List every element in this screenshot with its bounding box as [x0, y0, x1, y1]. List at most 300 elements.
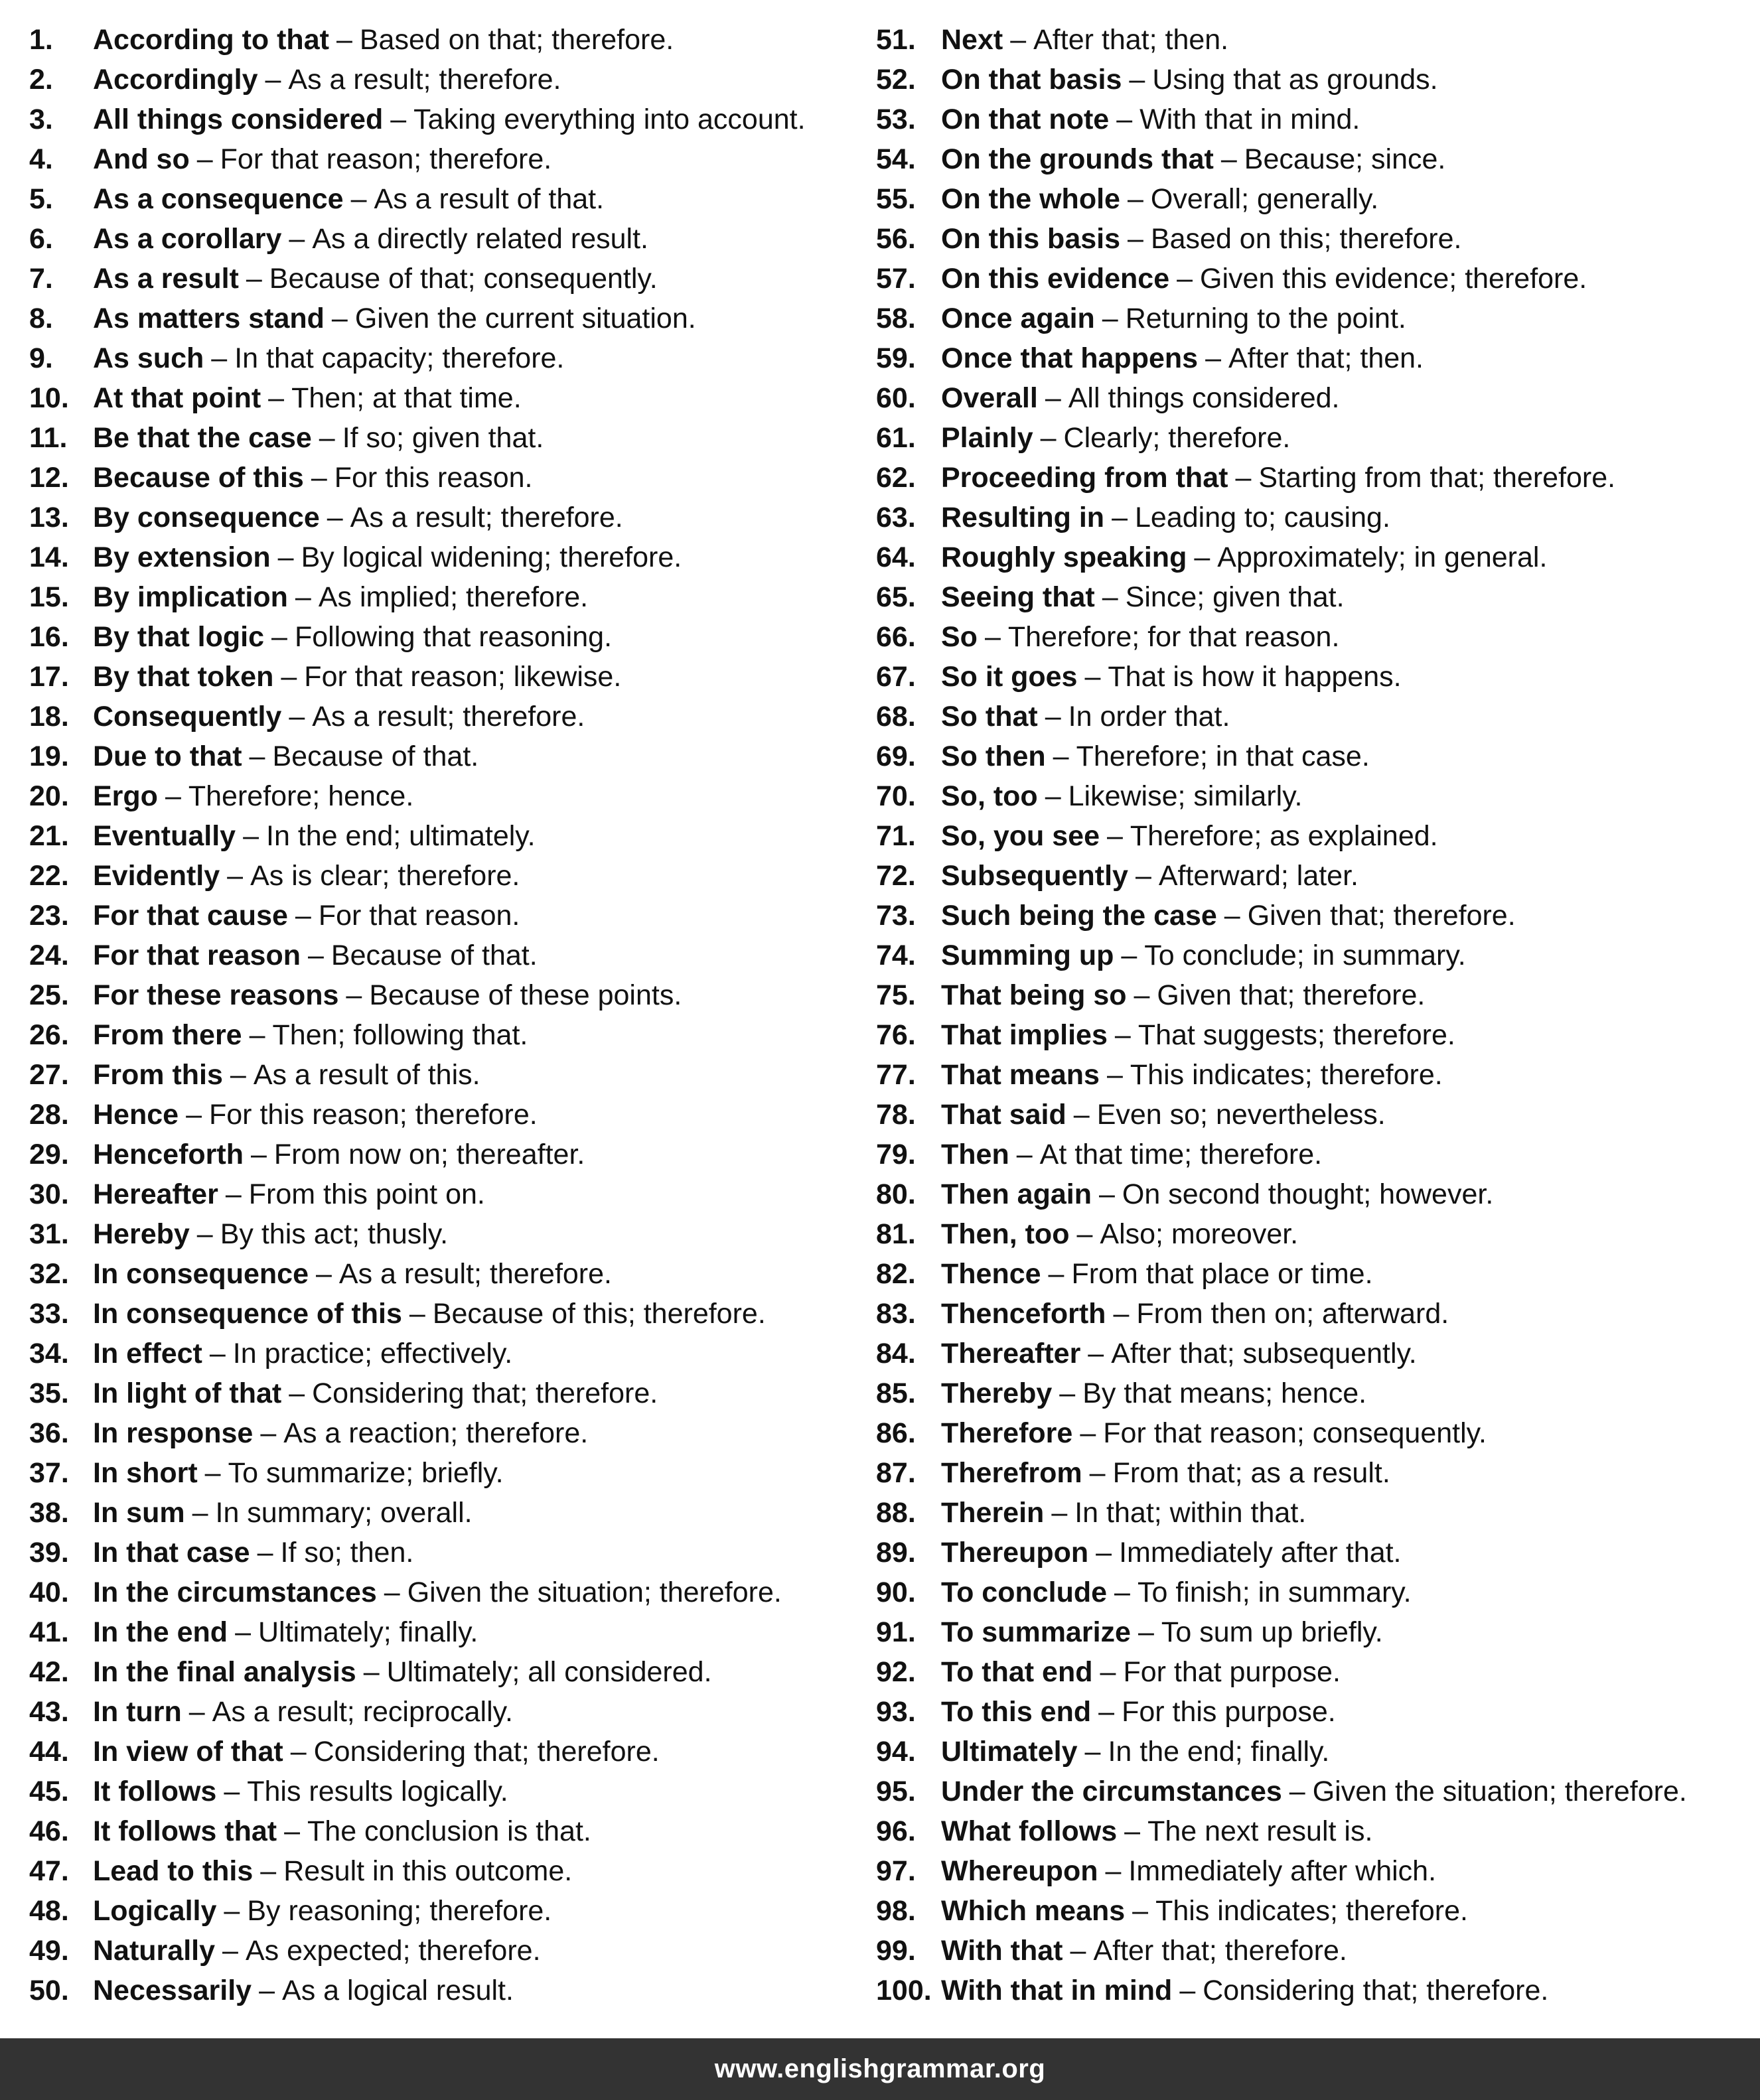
list-item — [876, 1015, 1752, 1055]
item-term: From there — [93, 1019, 242, 1051]
item-number: 83. — [876, 1298, 916, 1330]
item-definition: In the end; ultimately. — [266, 820, 536, 852]
list-item — [876, 1851, 1752, 1891]
item-separator: – — [249, 740, 265, 772]
item-definition: To finish; in summary. — [1137, 1576, 1412, 1608]
list-item — [29, 458, 859, 498]
item-separator: – — [289, 223, 305, 255]
item-term: For these reasons — [93, 979, 339, 1011]
item-term: Necessarily — [93, 1975, 252, 2006]
item-separator: – — [1113, 1298, 1130, 1330]
list-item — [876, 1732, 1752, 1772]
item-definition: Following that reasoning. — [294, 621, 613, 653]
list-item — [29, 1732, 859, 1772]
item-separator: – — [250, 1139, 267, 1170]
word-list-column-right — [876, 20, 1752, 2010]
list-item — [876, 1573, 1752, 1612]
item-definition: As a result of that. — [374, 183, 605, 215]
item-definition: Therefore; hence. — [188, 780, 414, 812]
item-definition: That is how it happens. — [1108, 661, 1402, 693]
item-term: Which means — [941, 1895, 1126, 1927]
list-item — [29, 1891, 859, 1931]
list-item — [29, 1055, 859, 1095]
item-definition: In order that. — [1068, 701, 1230, 733]
item-term: Hence — [93, 1099, 179, 1131]
item-term: In that case — [93, 1537, 250, 1569]
item-number: 52. — [876, 64, 916, 96]
list-item — [29, 975, 859, 1015]
list-item — [876, 1652, 1752, 1692]
item-definition: Result in this outcome. — [283, 1855, 573, 1887]
item-separator: – — [209, 1338, 226, 1369]
item-separator: – — [271, 621, 287, 653]
item-definition: From then on; afterward. — [1136, 1298, 1449, 1330]
item-separator: – — [295, 581, 311, 613]
item-definition: In summary; overall. — [215, 1497, 473, 1529]
item-separator: – — [1010, 24, 1027, 56]
item-term: Whereupon — [941, 1855, 1098, 1887]
item-number: 48. — [29, 1895, 69, 1927]
list-item — [876, 259, 1752, 299]
item-number: 81. — [876, 1218, 916, 1250]
item-term: Due to that — [93, 740, 242, 772]
list-item — [29, 617, 859, 657]
list-item — [29, 259, 859, 299]
list-item — [29, 1373, 859, 1413]
item-separator: – — [1098, 1178, 1115, 1210]
item-definition: On second thought; however. — [1122, 1178, 1494, 1210]
item-separator: – — [315, 1258, 332, 1290]
list-item — [29, 1493, 859, 1533]
list-item — [876, 1811, 1752, 1851]
item-term: In the final analysis — [93, 1656, 356, 1688]
item-definition: After that; subsequently. — [1111, 1338, 1417, 1369]
item-separator: – — [268, 382, 285, 414]
list-item — [876, 736, 1752, 776]
list-item — [29, 139, 859, 179]
item-number: 32. — [29, 1258, 69, 1290]
item-definition: From this point on. — [248, 1178, 485, 1210]
list-item — [876, 1453, 1752, 1493]
item-term: Evidently — [93, 860, 220, 892]
item-separator: – — [165, 780, 181, 812]
item-number: 94. — [876, 1736, 916, 1768]
item-number: 27. — [29, 1059, 69, 1091]
item-number: 100. — [876, 1975, 932, 2006]
list-item — [29, 179, 859, 219]
item-term: On this basis — [941, 223, 1121, 255]
item-separator: – — [1059, 1377, 1076, 1409]
item-definition: Overall; generally. — [1150, 183, 1379, 215]
item-definition: After that; therefore. — [1093, 1935, 1347, 1967]
item-definition: Returning to the point. — [1125, 303, 1406, 334]
item-definition: This results logically. — [247, 1776, 508, 1807]
list-item — [876, 299, 1752, 338]
item-term: By that logic — [93, 621, 265, 653]
list-item — [29, 697, 859, 736]
list-item — [29, 1254, 859, 1294]
item-term: Thence — [941, 1258, 1041, 1290]
list-item — [29, 20, 859, 60]
item-definition: As a result; reciprocally. — [212, 1696, 513, 1728]
list-item — [876, 936, 1752, 975]
list-item — [29, 1453, 859, 1493]
list-item — [876, 577, 1752, 617]
list-item — [29, 418, 859, 458]
item-term: At that point — [93, 382, 261, 414]
list-item — [29, 1772, 859, 1811]
item-number: 80. — [876, 1178, 916, 1210]
item-separator: – — [277, 541, 294, 573]
item-term: Under the circumstances — [941, 1776, 1282, 1807]
list-item — [876, 1971, 1752, 2010]
item-term: Plainly — [941, 422, 1033, 454]
item-separator: – — [1089, 1457, 1106, 1489]
item-number: 34. — [29, 1338, 69, 1369]
item-separator: – — [1073, 1099, 1090, 1131]
item-number: 3. — [29, 104, 53, 135]
list-item — [29, 1652, 859, 1692]
item-definition: Because of that. — [272, 740, 479, 772]
item-term: On that note — [941, 104, 1110, 135]
item-separator: – — [1053, 740, 1069, 772]
item-separator: – — [1045, 780, 1061, 812]
item-term: Lead to this — [93, 1855, 254, 1887]
item-term: Therefrom — [941, 1457, 1082, 1489]
item-definition: As implied; therefore. — [318, 581, 589, 613]
item-definition: Given the situation; therefore. — [407, 1576, 782, 1608]
item-number: 89. — [876, 1537, 916, 1569]
item-definition: If so; given that. — [342, 422, 544, 454]
item-term: All things considered — [93, 104, 384, 135]
item-separator: – — [308, 940, 324, 971]
item-definition: After that; then. — [1033, 24, 1229, 56]
item-separator: – — [1114, 1576, 1130, 1608]
item-definition: As is clear; therefore. — [250, 860, 520, 892]
item-definition: By reasoning; therefore. — [247, 1895, 552, 1927]
item-number: 20. — [29, 780, 69, 812]
item-separator: – — [225, 1178, 242, 1210]
item-separator: – — [186, 1099, 202, 1131]
item-term: To conclude — [941, 1576, 1108, 1608]
item-definition: In that capacity; therefore. — [234, 342, 565, 374]
item-term: So then — [941, 740, 1046, 772]
item-separator: – — [319, 422, 335, 454]
item-separator: – — [1124, 1815, 1141, 1847]
item-definition: For that purpose. — [1123, 1656, 1341, 1688]
item-number: 86. — [876, 1417, 916, 1449]
item-separator: – — [289, 701, 305, 733]
item-definition: As a logical result. — [282, 1975, 514, 2006]
list-item — [29, 936, 859, 975]
list-item — [876, 1493, 1752, 1533]
item-number: 41. — [29, 1616, 69, 1648]
list-item — [876, 776, 1752, 816]
item-term: Thenceforth — [941, 1298, 1106, 1330]
item-number: 47. — [29, 1855, 69, 1887]
item-number: 79. — [876, 1139, 916, 1170]
item-separator: – — [290, 1736, 307, 1768]
item-separator: – — [1088, 1338, 1104, 1369]
item-definition: As a result; therefore. — [312, 701, 585, 733]
item-definition: Therefore; as explained. — [1130, 820, 1438, 852]
list-item — [876, 1413, 1752, 1453]
item-number: 65. — [876, 581, 916, 613]
item-separator: – — [1220, 143, 1237, 175]
item-term: That implies — [941, 1019, 1108, 1051]
item-definition: All things considered. — [1068, 382, 1340, 414]
item-definition: In practice; effectively. — [232, 1338, 513, 1369]
list-item — [29, 1811, 859, 1851]
item-number: 19. — [29, 740, 69, 772]
item-separator: – — [257, 1537, 273, 1569]
list-item — [29, 299, 859, 338]
item-definition: Therefore; for that reason. — [1007, 621, 1340, 653]
item-definition: As a directly related result. — [312, 223, 649, 255]
list-item — [876, 1373, 1752, 1413]
item-term: Accordingly — [93, 64, 258, 96]
item-term: As matters stand — [93, 303, 325, 334]
item-definition: Ultimately; finally. — [257, 1616, 478, 1648]
item-definition: As a result; therefore. — [338, 1258, 612, 1290]
item-separator: – — [265, 64, 281, 96]
item-separator: – — [1132, 1895, 1149, 1927]
list-item — [876, 697, 1752, 736]
item-definition: In that; within that. — [1074, 1497, 1307, 1529]
item-term: That being so — [941, 979, 1127, 1011]
item-term: For that cause — [93, 900, 288, 932]
list-item — [876, 418, 1752, 458]
item-term: On that basis — [941, 64, 1122, 96]
list-item — [29, 498, 859, 537]
item-definition: For that reason; likewise. — [304, 661, 622, 693]
item-separator: – — [295, 900, 311, 932]
item-separator: – — [1129, 64, 1145, 96]
list-item — [29, 60, 859, 100]
item-number: 31. — [29, 1218, 69, 1250]
item-term: To this end — [941, 1696, 1092, 1728]
item-definition: After that; then. — [1228, 342, 1424, 374]
item-number: 91. — [876, 1616, 916, 1648]
item-separator: – — [1070, 1935, 1086, 1967]
item-separator: – — [1127, 183, 1143, 215]
item-number: 36. — [29, 1417, 69, 1449]
item-number: 38. — [29, 1497, 69, 1529]
item-definition: From now on; thereafter. — [273, 1139, 585, 1170]
item-number: 90. — [876, 1576, 916, 1608]
item-separator: – — [350, 183, 367, 215]
item-term: Subsequently — [941, 860, 1128, 892]
item-separator: – — [336, 24, 352, 56]
list-item — [876, 100, 1752, 139]
item-number: 97. — [876, 1855, 916, 1887]
item-number: 13. — [29, 502, 69, 533]
item-term: On the whole — [941, 183, 1120, 215]
item-term: On this evidence — [941, 263, 1170, 295]
item-number: 99. — [876, 1935, 916, 1967]
item-number: 92. — [876, 1656, 916, 1688]
item-term: To summarize — [941, 1616, 1131, 1648]
item-separator: – — [1102, 581, 1118, 613]
list-item — [876, 1055, 1752, 1095]
item-separator: – — [331, 303, 348, 334]
item-number: 33. — [29, 1298, 69, 1330]
item-definition: Because of this; therefore. — [432, 1298, 766, 1330]
list-item — [29, 378, 859, 418]
item-separator: – — [260, 1855, 277, 1887]
item-separator: – — [1177, 263, 1193, 295]
item-definition: Given that; therefore. — [1247, 900, 1516, 932]
item-term: So it goes — [941, 661, 1078, 693]
item-term: In sum — [93, 1497, 185, 1529]
item-definition: Considering that; therefore. — [1203, 1975, 1549, 2006]
item-number: 53. — [876, 104, 916, 135]
item-definition: By that means; hence. — [1082, 1377, 1367, 1409]
item-separator: – — [1106, 820, 1123, 852]
item-term: Roughly speaking — [941, 541, 1187, 573]
item-number: 88. — [876, 1497, 916, 1529]
footer-website-url[interactable]: www.englishgrammar.org — [714, 2054, 1046, 2083]
list-item — [29, 1095, 859, 1135]
item-number: 58. — [876, 303, 916, 334]
item-term: As a corollary — [93, 223, 282, 255]
list-item — [29, 1612, 859, 1652]
item-term: What follows — [941, 1815, 1118, 1847]
item-definition: Given this evidence; therefore. — [1200, 263, 1587, 295]
item-term: That means — [941, 1059, 1100, 1091]
item-definition: In the end; finally. — [1108, 1736, 1330, 1768]
item-separator: – — [204, 1457, 221, 1489]
item-term: That said — [941, 1099, 1066, 1131]
item-number: 10. — [29, 382, 69, 414]
list-item — [876, 498, 1752, 537]
list-item — [29, 1334, 859, 1373]
item-term: Therein — [941, 1497, 1045, 1529]
item-term: In response — [93, 1417, 254, 1449]
item-number: 59. — [876, 342, 916, 374]
item-separator: – — [984, 621, 1001, 653]
item-number: 69. — [876, 740, 916, 772]
item-number: 43. — [29, 1696, 69, 1728]
item-number: 28. — [29, 1099, 69, 1131]
item-separator: – — [1137, 1616, 1154, 1648]
item-separator: – — [409, 1298, 425, 1330]
list-item — [876, 1772, 1752, 1811]
list-item — [29, 816, 859, 856]
item-separator: – — [1048, 1258, 1064, 1290]
item-number: 2. — [29, 64, 53, 96]
item-number: 49. — [29, 1935, 69, 1967]
item-term: According to that — [93, 24, 329, 56]
item-term: Henceforth — [93, 1139, 244, 1170]
item-term: Then again — [941, 1178, 1092, 1210]
item-term: Then — [941, 1139, 1009, 1170]
item-definition: As a result; therefore. — [350, 502, 623, 533]
item-number: 37. — [29, 1457, 69, 1489]
item-term: So, too — [941, 780, 1038, 812]
item-number: 64. — [876, 541, 916, 573]
item-number: 62. — [876, 462, 916, 494]
item-number: 71. — [876, 820, 916, 852]
item-definition: For this reason. — [334, 462, 533, 494]
list-item — [876, 1095, 1752, 1135]
item-number: 11. — [29, 422, 68, 454]
list-item — [876, 537, 1752, 577]
item-number: 50. — [29, 1975, 69, 2006]
item-definition: Based on that; therefore. — [359, 24, 674, 56]
item-number: 21. — [29, 820, 69, 852]
item-number: 93. — [876, 1696, 916, 1728]
item-term: Then, too — [941, 1218, 1070, 1250]
item-separator: – — [1114, 1019, 1131, 1051]
item-separator: – — [1045, 701, 1061, 733]
item-separator: – — [384, 1576, 400, 1608]
item-definition: Because; since. — [1244, 143, 1446, 175]
item-number: 82. — [876, 1258, 916, 1290]
item-number: 22. — [29, 860, 69, 892]
item-term: So that — [941, 701, 1038, 733]
item-number: 29. — [29, 1139, 69, 1170]
item-separator: – — [227, 860, 244, 892]
item-term: In turn — [93, 1696, 182, 1728]
item-separator: – — [1112, 502, 1128, 533]
item-term: With that — [941, 1935, 1063, 1967]
item-definition: Approximately; in general. — [1217, 541, 1548, 573]
item-separator: – — [1084, 661, 1101, 693]
item-number: 98. — [876, 1895, 916, 1927]
list-item — [876, 856, 1752, 896]
list-item — [876, 458, 1752, 498]
item-definition: Because of that; consequently. — [269, 263, 658, 295]
item-separator: – — [1076, 1218, 1093, 1250]
list-item — [29, 1214, 859, 1254]
item-term: And so — [93, 143, 190, 175]
item-definition: Using that as grounds. — [1152, 64, 1438, 96]
list-item — [876, 1533, 1752, 1573]
item-number: 35. — [29, 1377, 69, 1409]
item-separator: – — [1096, 1537, 1112, 1569]
item-separator: – — [1084, 1736, 1101, 1768]
item-definition: Therefore; in that case. — [1076, 740, 1370, 772]
list-item — [876, 139, 1752, 179]
list-item — [29, 537, 859, 577]
item-term: Ultimately — [941, 1736, 1078, 1768]
list-item — [876, 1174, 1752, 1214]
list-item — [876, 1294, 1752, 1334]
item-definition: The next result is. — [1147, 1815, 1373, 1847]
item-term: Thereafter — [941, 1338, 1081, 1369]
item-definition: For this reason; therefore. — [209, 1099, 538, 1131]
item-definition: With that in mind. — [1139, 104, 1360, 135]
list-item — [29, 338, 859, 378]
item-definition: Clearly; therefore. — [1063, 422, 1291, 454]
item-term: With that in mind — [941, 1975, 1173, 2006]
item-definition: Afterward; later. — [1158, 860, 1358, 892]
item-definition: Taking everything into account. — [413, 104, 806, 135]
item-term: By extension — [93, 541, 271, 573]
item-number: 30. — [29, 1178, 69, 1210]
item-separator: – — [1224, 900, 1240, 932]
item-term: In the end — [93, 1616, 228, 1648]
item-definition: To conclude; in summary. — [1144, 940, 1466, 971]
list-item — [876, 1891, 1752, 1931]
item-number: 44. — [29, 1736, 69, 1768]
item-number: 12. — [29, 462, 69, 494]
item-number: 16. — [29, 621, 69, 653]
item-number: 87. — [876, 1457, 916, 1489]
item-definition: From that place or time. — [1071, 1258, 1373, 1290]
item-term: Be that the case — [93, 422, 312, 454]
